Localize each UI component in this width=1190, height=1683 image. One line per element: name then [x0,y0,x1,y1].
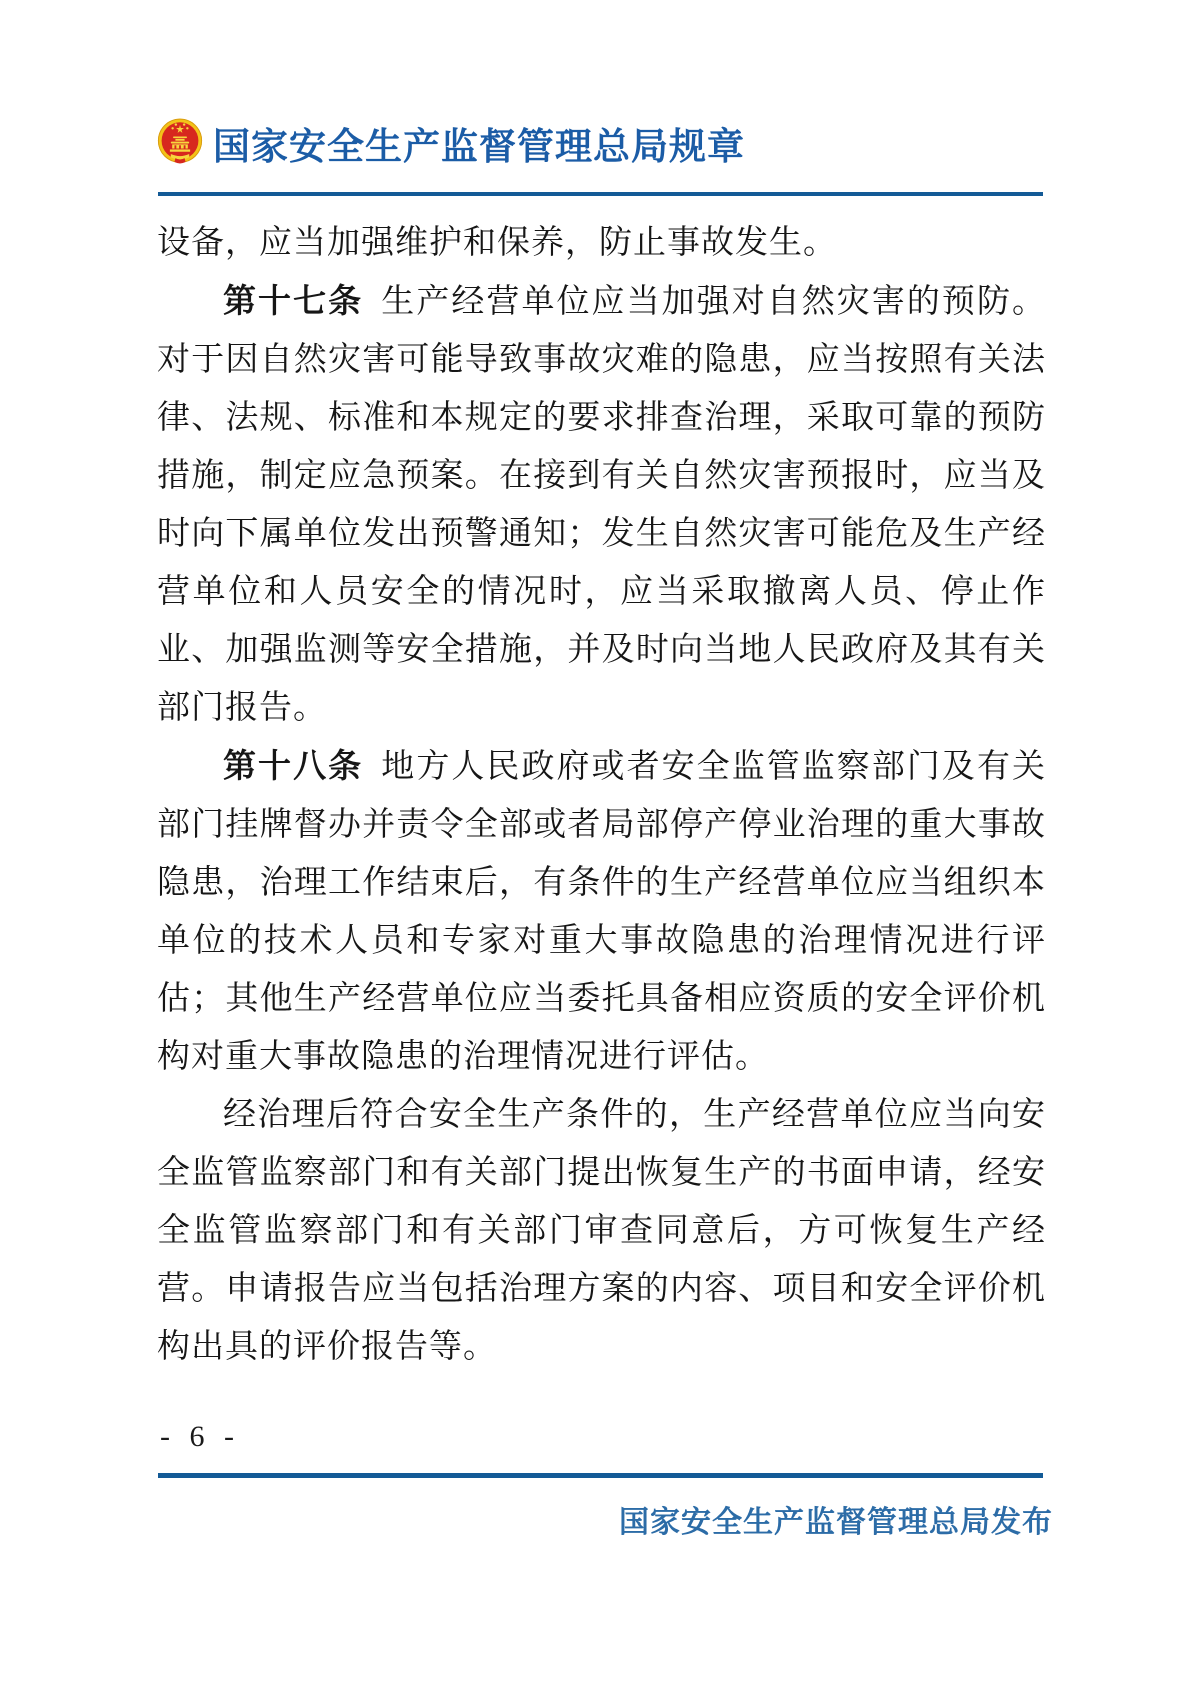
publisher-footer: 国家安全生产监督管理总局发布 [619,1506,1053,1539]
paragraph-text: 设备，应当加强维护和保养，防止事故发生。 [157,225,837,261]
article-number: 第十八条 [223,747,364,784]
paragraph-article-18 [157,737,1046,1086]
header-divider [158,192,1043,196]
document-header [157,116,745,170]
footer-divider [158,1473,1043,1478]
paragraph-continuation [157,214,1046,272]
article-number: 第十七条 [223,282,364,319]
document-body [157,214,1046,1376]
page-number: - 6 - [160,1420,240,1453]
paragraph-article-17 [157,272,1046,737]
paragraph-text: 生产经营单位应当加强对自然灾害的预防。对于因自然灾害可能导致事故灾难的隐患，应当按照有关法律、法规、标准和本规定的要求排查治理，采取可靠的预防措施，制定应急预案。在接到有关自然灾害预报时，应当及时向下属单位发出预警通知；发生自然灾害可能危及生产经营单位和人员安全的情况时，应当采取撤离人员、停止作业、加强监测等安全措施，并及时向当地人民政府及其有关部门报告。 [157,284,1046,726]
china-national-emblem-icon [157,117,203,169]
page-title: 国家安全生产监督管理总局规章 [213,126,745,167]
paragraph-article-18-cont [157,1086,1046,1376]
paragraph-text: 经治理后符合安全生产条件的，生产经营单位应当向安全监管监察部门和有关部门提出恢复生产的书面申请，经安全监管监察部门和有关部门审查同意后，方可恢复生产经营。申请报告应当包括治理方案的内容、项目和安全评价机构出具的评价报告等。 [157,1097,1046,1365]
paragraph-text: 地方人民政府或者安全监管监察部门及有关部门挂牌督办并责令全部或者局部停产停业治理的重大事故隐患，治理工作结束后，有条件的生产经营单位应当组织本单位的技术人员和专家对重大事故隐患的治理情况进行评估；其他生产经营单位应当委托具备相应资质的安全评价机构对重大事故隐患的治理情况进行评估。 [157,749,1046,1075]
